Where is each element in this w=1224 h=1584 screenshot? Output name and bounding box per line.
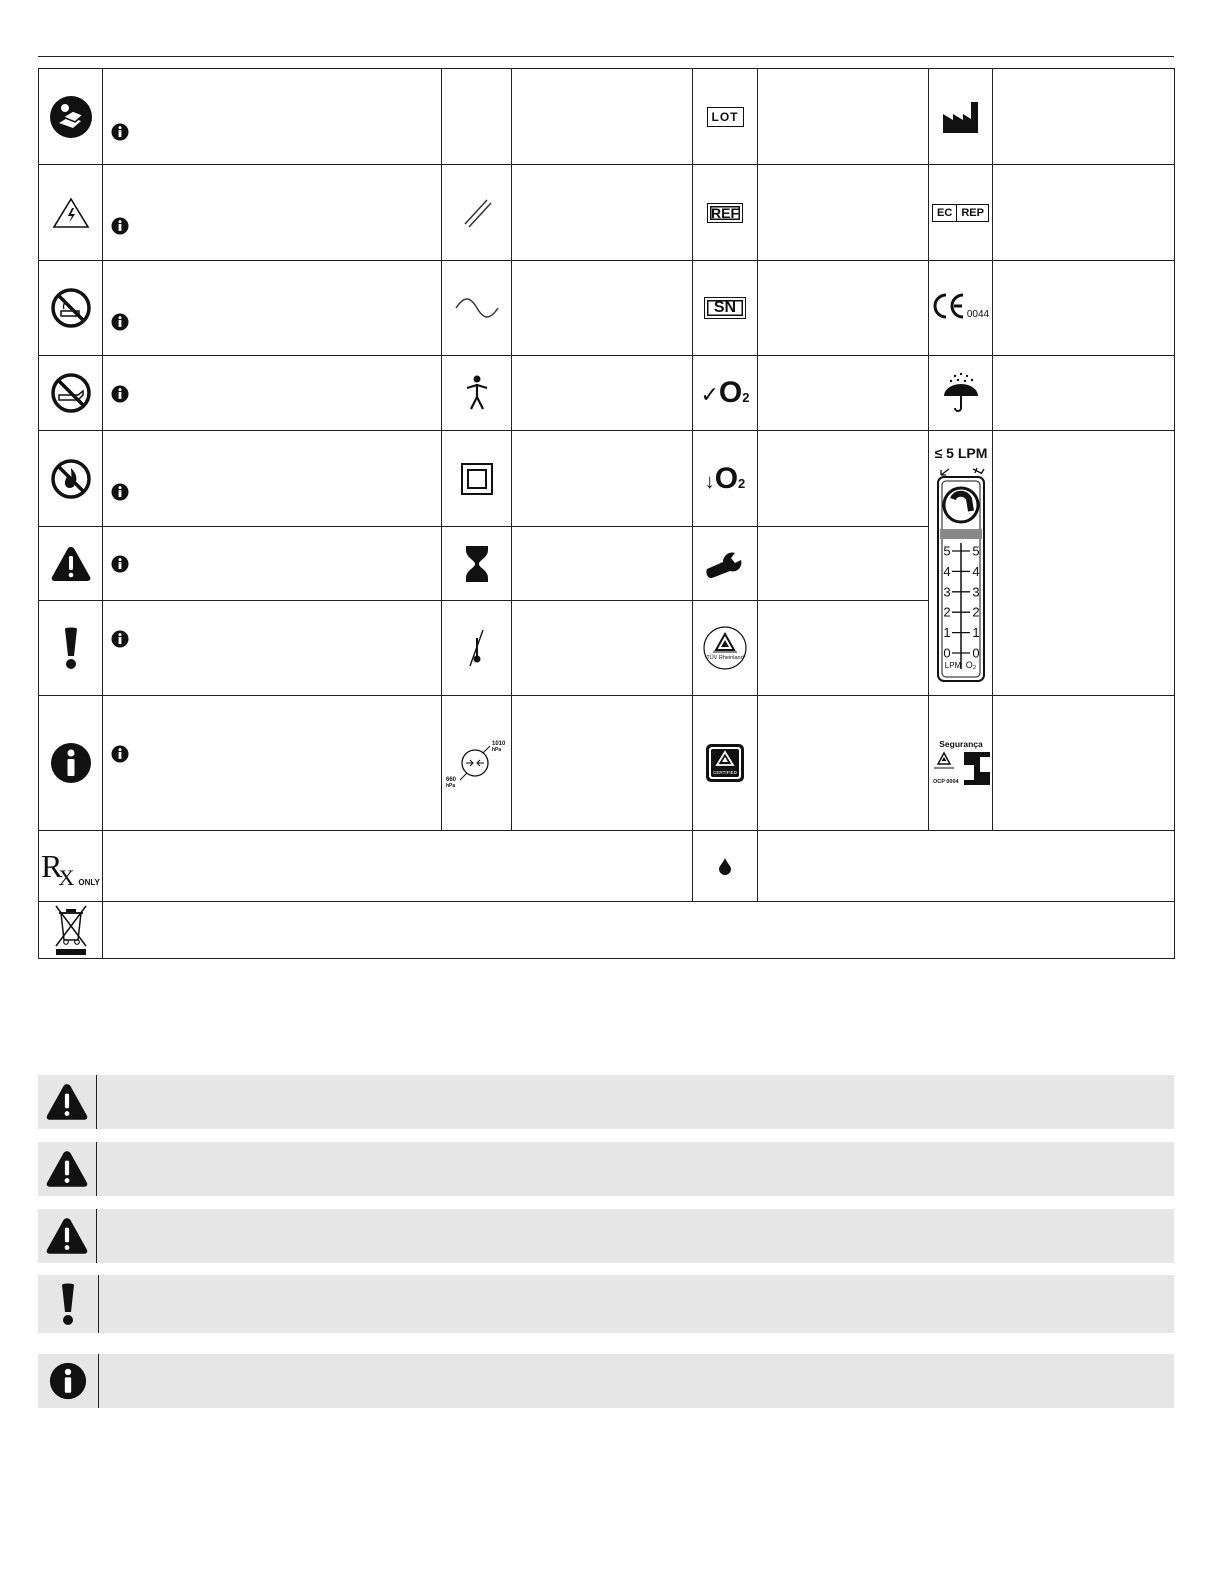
cell-description: [512, 69, 693, 165]
flowmeter-right-tick-label: 1: [971, 625, 980, 641]
table-row: [39, 696, 1175, 831]
atmospheric-pressure-limit-icon: [444, 738, 510, 788]
cell-description: [512, 356, 693, 431]
temperature-limit-icon: [464, 628, 490, 668]
cell-description: [993, 431, 1175, 696]
cell-description: [993, 696, 1175, 831]
caution-callout: [38, 1275, 1174, 1333]
ref-symbol: REF: [707, 203, 743, 223]
read-manual-icon: [49, 95, 93, 139]
cell-icon: [693, 356, 758, 431]
tuv-certified-text: CERTIFIED: [713, 770, 737, 775]
info-icon: [111, 385, 129, 403]
flowmeter-right-tick-label: 2: [971, 604, 980, 620]
information-icon: [49, 1362, 87, 1400]
cell-icon: [929, 356, 993, 431]
info-icon: [111, 745, 129, 763]
cell-icon: [442, 601, 512, 696]
callout-icon-cell: [38, 1209, 97, 1263]
info-icon: [111, 630, 129, 648]
cell-description: [103, 696, 442, 831]
flowmeter-right-tick-label: 3: [971, 584, 980, 600]
cell-description: [758, 527, 929, 601]
ec-label: EC: [933, 205, 957, 221]
pressure-low-value: 660: [445, 777, 456, 783]
table-row: [39, 902, 1175, 959]
no-smoking-icon: [50, 287, 92, 329]
callout-icon-cell: [38, 1075, 97, 1129]
cell-icon: [929, 261, 993, 356]
cell-description: [993, 165, 1175, 261]
cell-description: [758, 69, 929, 165]
caution-icon: [60, 1282, 76, 1326]
cell-icon: [693, 69, 758, 165]
cell-description: [103, 902, 1175, 959]
cell-icon: [693, 696, 758, 831]
pressure-high-value: 1010: [491, 741, 505, 747]
tuv-mark-icon: [702, 625, 748, 671]
callout-icon-cell: [38, 1354, 99, 1408]
table-row: [39, 831, 1175, 902]
warning-callout-3: [38, 1209, 1174, 1263]
flowmeter-right-tick-label: 5: [971, 543, 980, 559]
cell-description: [993, 261, 1175, 356]
info-icon: [111, 483, 129, 501]
flow-limit-label: ≤ 5 LPM: [934, 445, 987, 461]
table-row: [39, 356, 1175, 431]
warning-callout-2: [38, 1142, 1174, 1196]
information-icon: [50, 742, 92, 784]
top-rule: [38, 56, 1174, 57]
cell-description: [103, 527, 442, 601]
alternating-current-icon: [454, 298, 500, 318]
cell-description: [512, 696, 693, 831]
cell-icon: [693, 601, 758, 696]
table-row: [39, 165, 1175, 261]
cell-icon: [39, 527, 103, 601]
ocp-number: OCP 0004: [932, 779, 959, 785]
wrench-icon: [703, 549, 747, 579]
cell-icon: [693, 261, 758, 356]
caution-icon: [63, 626, 79, 670]
no-open-flame-icon: [50, 458, 92, 500]
cell-icon: [39, 261, 103, 356]
cell-description: [103, 601, 442, 696]
tuv-text: TÜV Rheinland: [706, 655, 744, 661]
flowmeter-left-tick-label: 1: [942, 625, 951, 641]
cell-description: [758, 831, 1175, 902]
cell-icon: [929, 165, 993, 261]
rx-only: ONLY: [78, 878, 100, 887]
cell-description: [512, 261, 693, 356]
flowmeter-right-tick-label: 0: [971, 645, 980, 661]
cell-description: [758, 601, 929, 696]
direct-current-icon: [457, 196, 497, 230]
cell-icon: [693, 431, 758, 527]
flowmeter-gas: O₂: [965, 660, 976, 670]
use-by-date-icon: [464, 544, 490, 584]
cell-icon: [442, 261, 512, 356]
flowmeter-unit: LPM: [944, 661, 961, 670]
pressure-low-unit: hPa: [445, 783, 455, 788]
cell-description: [103, 431, 442, 527]
cell-icon: [39, 69, 103, 165]
weee-bin-icon: [53, 904, 89, 956]
electrical-hazard-icon: [51, 196, 91, 230]
cell-description: [758, 261, 929, 356]
table-row: [39, 431, 1175, 527]
table-row: [39, 261, 1175, 356]
cell-icon: [693, 527, 758, 601]
cell-icon: [442, 431, 512, 527]
cell-icon: [442, 696, 512, 831]
inmetro-seguranca-icon: [930, 739, 992, 787]
cell-description: [103, 261, 442, 356]
cell-icon: [39, 165, 103, 261]
cell-description: [103, 831, 693, 902]
class-ii-equipment-icon: [460, 462, 494, 496]
lot-symbol: LOT: [707, 107, 744, 127]
flowmeter-left-tick-label: 0: [942, 645, 951, 661]
cell-description: [993, 69, 1175, 165]
seguranca-title: Segurança: [938, 739, 983, 749]
info-icon: [111, 313, 129, 331]
ce-mark-icon: [932, 292, 966, 320]
ce-mark: [932, 292, 989, 320]
cell-icon: [39, 356, 103, 431]
cell-icon: [39, 696, 103, 831]
symbols-table: [38, 68, 1175, 959]
cell-icon: [442, 165, 512, 261]
cell-description: [103, 356, 442, 431]
drop-icon: [718, 857, 732, 875]
flowmeter-icon: [931, 443, 991, 683]
rx-only-symbol: [41, 848, 100, 890]
cell-icon: [693, 831, 758, 902]
cell-description: [512, 527, 693, 601]
cell-description: [103, 69, 442, 165]
warning-icon: [45, 1149, 89, 1189]
ec-rep-symbol: [932, 204, 989, 222]
rx-letter: R: [41, 848, 63, 884]
tuv-certified-icon: [705, 743, 745, 783]
cell-icon: [39, 831, 103, 902]
warning-callout-1: [38, 1075, 1174, 1129]
callout-icon-cell: [38, 1275, 99, 1333]
info-icon: [111, 217, 129, 235]
cell-icon: [39, 601, 103, 696]
flowmeter-left-tick-label: 5: [942, 543, 951, 559]
cell-description: [103, 165, 442, 261]
manufacturer-icon: [941, 100, 981, 134]
o2-check-symbol: ✓O2: [700, 376, 750, 409]
cell-icon: [929, 431, 993, 696]
sn-symbol: SN: [704, 297, 746, 319]
cell-icon: [693, 165, 758, 261]
cell-icon: [929, 696, 993, 831]
warning-icon: [45, 1216, 89, 1256]
flowmeter-left-tick-label: 2: [942, 604, 951, 620]
cell-description: [758, 165, 929, 261]
ce-number: 0044: [966, 308, 990, 320]
cell-description: [512, 601, 693, 696]
rep-label: REP: [961, 207, 984, 219]
flowmeter-left-tick-label: 3: [942, 584, 951, 600]
cell-icon: [442, 356, 512, 431]
cell-icon: [39, 902, 103, 959]
flowmeter-left-tick-label: 4: [942, 563, 951, 579]
warning-icon: [45, 1082, 89, 1122]
cell-description: [758, 696, 929, 831]
cell-empty: [442, 69, 512, 165]
table-row: [39, 69, 1175, 165]
cell-description: [993, 356, 1175, 431]
cell-description: [512, 165, 693, 261]
no-oil-grease-icon: [50, 372, 92, 414]
cell-icon: [929, 69, 993, 165]
cell-description: [758, 356, 929, 431]
info-icon: [111, 123, 129, 141]
pressure-high-unit: hPa: [491, 747, 501, 753]
info-callout: [38, 1354, 1174, 1408]
rx-x: X: [58, 865, 75, 890]
callout-icon-cell: [38, 1142, 97, 1196]
cell-icon: [442, 527, 512, 601]
flowmeter-right-tick-label: 4: [971, 563, 980, 579]
cell-icon: [39, 431, 103, 527]
info-icon: [111, 555, 129, 573]
keep-dry-icon: [941, 372, 981, 414]
warning-icon: [50, 545, 92, 583]
o2-low-symbol: ↓O2: [704, 461, 746, 495]
cell-description: [758, 431, 929, 527]
type-b-applied-part-icon: [464, 375, 490, 411]
cell-description: [512, 431, 693, 527]
